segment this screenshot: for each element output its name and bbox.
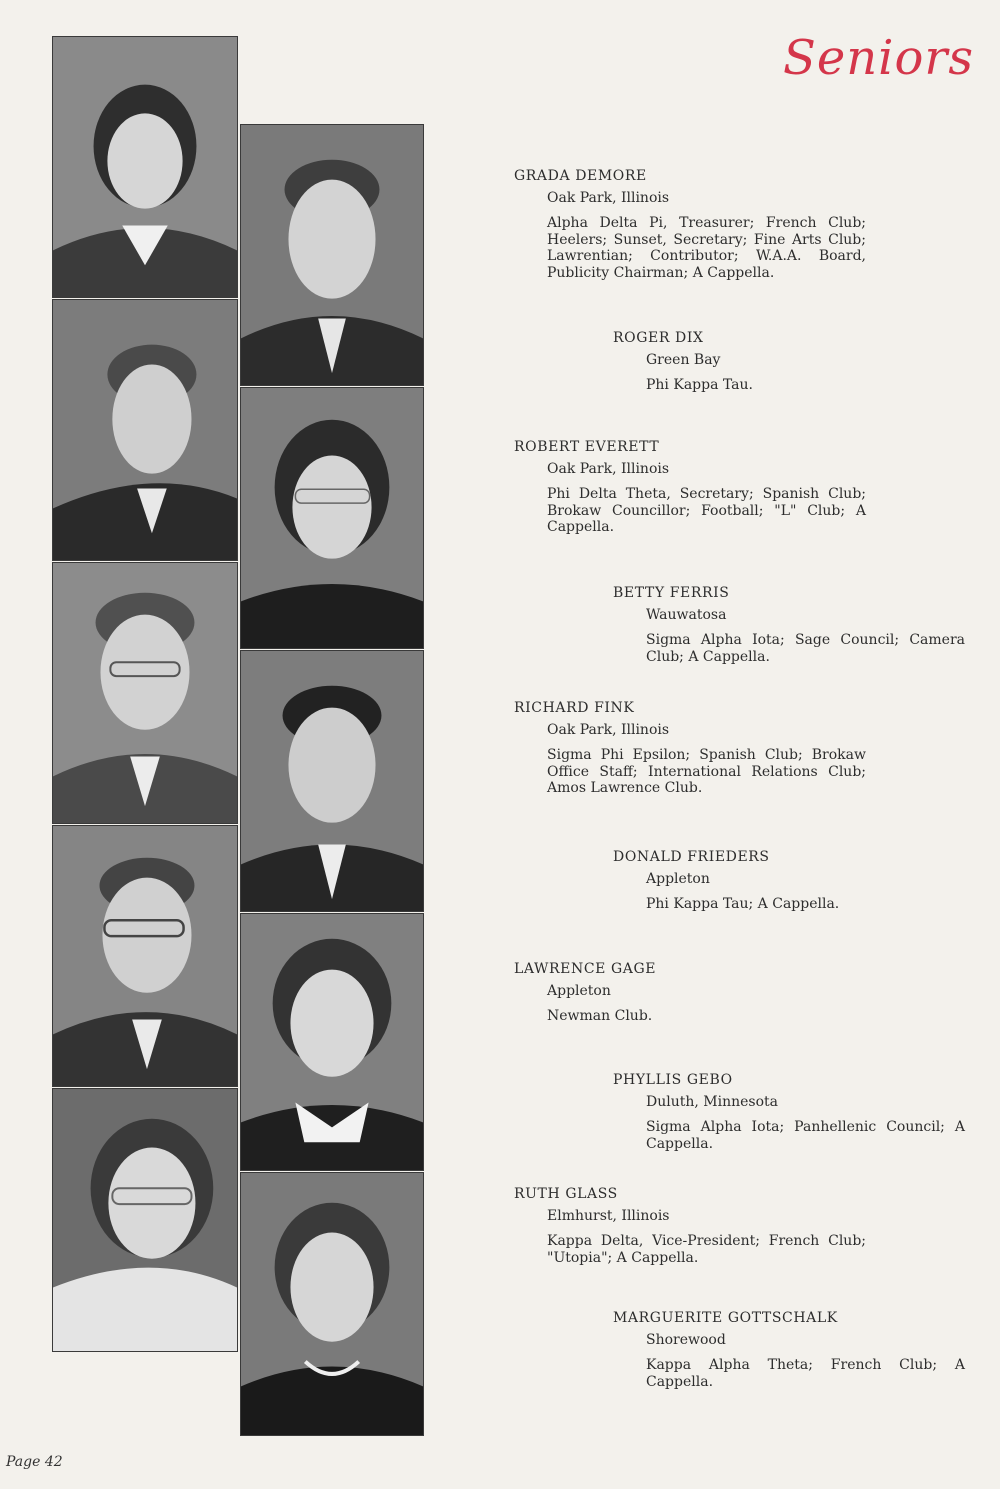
senior-name: MARGUERITE GOTTSCHALK: [613, 1310, 838, 1326]
senior-activities: Alpha Delta Pi, Treasurer; French Club; Heelers; Sunset, Secretary; Fine Arts Club; Lawrentian; Contributor; W.A.A. Board, Publicity Chairman; A Cappella.: [547, 215, 866, 281]
senior-activities: Sigma Phi Epsilon; Spanish Club; Brokaw Office Staff; International Relations Club; Amos Lawrence Club.: [547, 747, 866, 796]
senior-hometown: Duluth, Minnesota: [646, 1093, 778, 1110]
senior-entry: [613, 1310, 965, 1390]
senior-activities: Phi Kappa Tau.: [646, 377, 753, 393]
senior-activities: Kappa Alpha Theta; French Club; A Cappella.: [646, 1357, 965, 1390]
senior-hometown: Shorewood: [646, 1331, 726, 1348]
senior-activities: Phi Kappa Tau; A Cappella.: [646, 896, 840, 912]
senior-name: GRADA DEMORE: [514, 168, 647, 184]
senior-activities: Sigma Alpha Iota; Sage Council; Camera Club; A Cappella.: [646, 632, 965, 665]
senior-hometown: Oak Park, Illinois: [547, 721, 670, 738]
senior-photo: [240, 1172, 424, 1436]
senior-name: DONALD FRIEDERS: [613, 849, 770, 865]
senior-photo: [52, 36, 238, 298]
senior-activities: Newman Club.: [547, 1008, 653, 1024]
senior-entry: [514, 961, 866, 1025]
senior-activities: Kappa Delta, Vice-President; French Club; "Utopia"; A Cappella.: [547, 1233, 866, 1266]
senior-hometown: Elmhurst, Illinois: [547, 1207, 670, 1224]
senior-hometown: Wauwatosa: [646, 606, 727, 623]
senior-hometown: Appleton: [547, 982, 611, 999]
senior-photo: [240, 387, 424, 649]
senior-entry: [514, 168, 866, 281]
senior-hometown: Green Bay: [646, 351, 721, 368]
senior-entry: [613, 1072, 965, 1152]
senior-name: ROBERT EVERETT: [514, 439, 660, 455]
senior-photo: [52, 825, 238, 1087]
senior-name: PHYLLIS GEBO: [613, 1072, 733, 1088]
senior-photo: [52, 1088, 238, 1352]
senior-entry: [613, 849, 965, 913]
senior-entry: [514, 439, 866, 536]
senior-hometown: Oak Park, Illinois: [547, 189, 670, 206]
senior-hometown: Appleton: [646, 870, 710, 887]
senior-name: RICHARD FINK: [514, 700, 635, 716]
senior-photo: [240, 124, 424, 386]
senior-name: ROGER DIX: [613, 330, 704, 346]
senior-entry: [613, 585, 965, 665]
senior-entry: [613, 330, 965, 394]
senior-name: BETTY FERRIS: [613, 585, 730, 601]
senior-photo: [52, 299, 238, 561]
senior-name: RUTH GLASS: [514, 1186, 618, 1202]
page-number: Page 42: [6, 1454, 63, 1470]
senior-photo: [52, 562, 238, 824]
senior-activities: Phi Delta Theta, Secretary; Spanish Club; Brokaw Councillor; Football; "L" Club; A Cappella.: [547, 486, 866, 535]
senior-activities: Sigma Alpha Iota; Panhellenic Council; A Cappella.: [646, 1119, 965, 1152]
senior-hometown: Oak Park, Illinois: [547, 460, 670, 477]
senior-photo: [240, 650, 424, 912]
page-title: Seniors: [782, 30, 974, 86]
senior-entry: [514, 1186, 866, 1266]
senior-entry: [514, 700, 866, 797]
senior-name: LAWRENCE GAGE: [514, 961, 657, 977]
senior-photo: [240, 913, 424, 1171]
